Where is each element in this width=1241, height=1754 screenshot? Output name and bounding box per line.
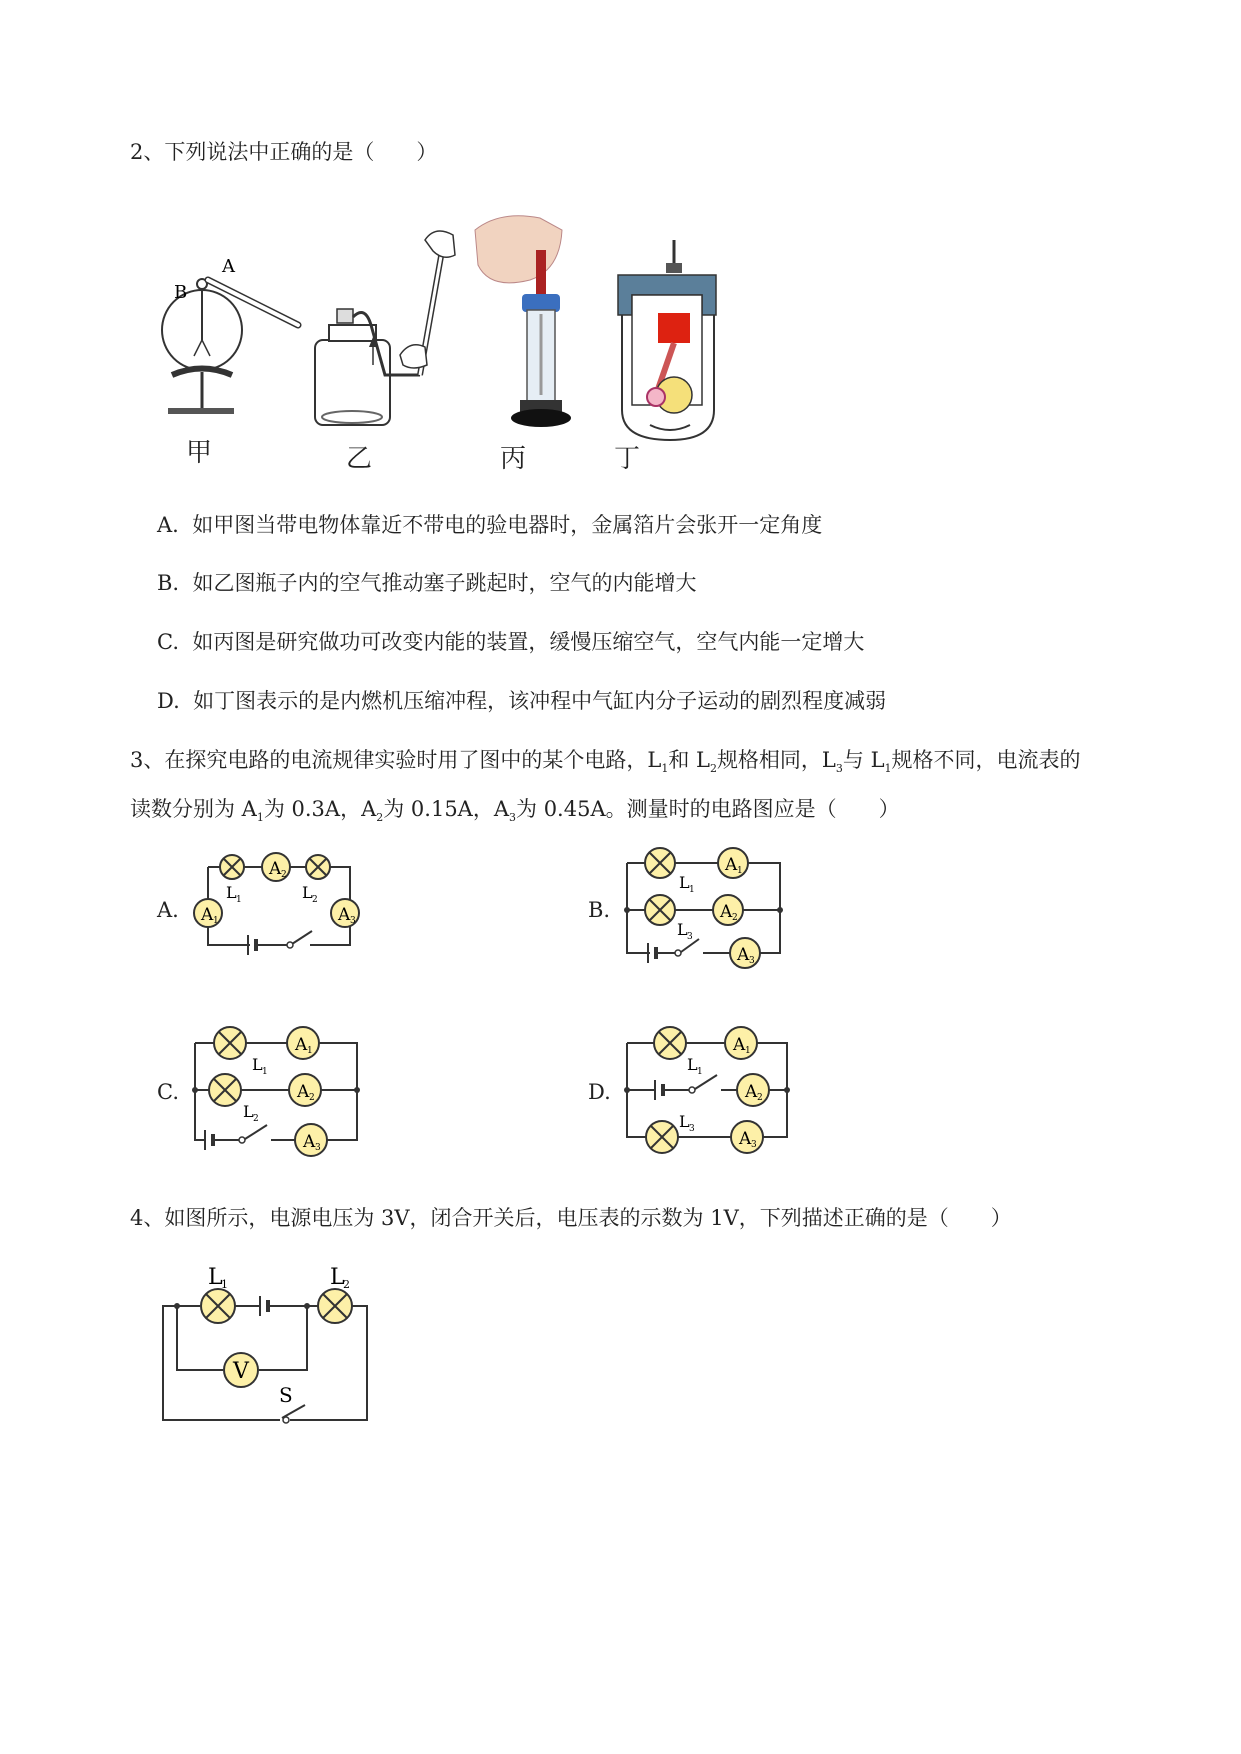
svg-text:3: 3: [687, 932, 693, 942]
svg-text:A: A: [725, 855, 738, 875]
svg-text:1: 1: [737, 866, 743, 876]
q2-option-d[interactable]: [157, 686, 886, 716]
text: 和 L: [668, 748, 710, 772]
svg-text:1: 1: [689, 885, 695, 895]
option-text: 如甲图当带电物体靠近不带电的验电器时，金属箔片会张开一定角度: [192, 513, 823, 537]
sub: 2: [709, 762, 717, 776]
svg-text:3: 3: [749, 956, 755, 966]
circuit-a: [190, 845, 370, 970]
q3-option-d[interactable]: D.: [588, 1080, 611, 1104]
label-l1: L: [208, 1265, 223, 1290]
circuit-q4: [155, 1258, 385, 1433]
svg-text:L: L: [687, 1055, 698, 1074]
svg-text:3: 3: [315, 1143, 321, 1153]
caption-jia: 甲: [186, 438, 213, 468]
svg-text:2: 2: [253, 1114, 259, 1124]
caption-ding: 丁: [614, 444, 641, 474]
text: 为 0.15A，A: [383, 797, 510, 822]
q3-stem: [130, 740, 1130, 838]
label-l2: L: [330, 1265, 345, 1290]
svg-text:3: 3: [751, 1140, 757, 1150]
figure-engine: [610, 235, 725, 450]
svg-text:A: A: [201, 905, 214, 925]
figure-air-compressor: [470, 210, 590, 435]
label-voltmeter: V: [233, 1359, 249, 1384]
text: 为 0.45A。测量时的电路图应是（ ）: [516, 797, 900, 822]
svg-text:3: 3: [350, 916, 356, 926]
circuit-c: [185, 1015, 370, 1165]
svg-text:1: 1: [307, 1046, 313, 1056]
caption-bing: 丙: [500, 444, 527, 474]
svg-text:A: A: [720, 902, 733, 922]
caption-yi: 乙: [346, 444, 373, 474]
option-text: 如丁图表示的是内燃机压缩冲程，该冲程中气缸内分子运动的剧烈程度减弱: [193, 689, 887, 713]
svg-text:A: A: [297, 1082, 310, 1102]
option-letter: B.: [157, 571, 180, 595]
sub: 1: [884, 762, 892, 776]
svg-text:A: A: [295, 1035, 308, 1055]
text: 规格相同，L: [716, 748, 836, 772]
circuit-b: [615, 835, 795, 985]
svg-text:L: L: [679, 1112, 690, 1131]
label-a: A: [222, 256, 235, 277]
svg-text:2: 2: [757, 1093, 763, 1103]
q3-stem-line1: [130, 740, 1130, 789]
svg-text:1: 1: [236, 895, 242, 905]
text: 为 0.3A，A: [263, 797, 377, 822]
figure-electroscope: [150, 250, 320, 430]
text: 3、在探究电路的电流规律实验时用了图中的某个电路，L: [130, 748, 662, 772]
svg-text:A: A: [737, 945, 750, 965]
q2-option-a[interactable]: [157, 510, 822, 540]
q2-option-b[interactable]: [157, 568, 696, 598]
svg-text:L: L: [252, 1055, 263, 1074]
svg-text:L: L: [679, 873, 690, 892]
svg-text:A: A: [739, 1129, 752, 1149]
svg-text:L: L: [243, 1102, 254, 1121]
option-text: 如丙图是研究做功可改变内能的装置，缓慢压缩空气，空气内能一定增大: [192, 630, 865, 654]
text: 规格不同，电流表的: [891, 748, 1081, 772]
svg-text:A: A: [745, 1082, 758, 1102]
svg-text:2: 2: [281, 870, 287, 880]
svg-text:L: L: [226, 883, 237, 902]
svg-text:3: 3: [689, 1124, 695, 1134]
label-switch: S: [279, 1383, 293, 1407]
sub: 1: [256, 811, 264, 825]
svg-text:1: 1: [697, 1067, 703, 1077]
sub: 1: [661, 762, 669, 776]
svg-text:1: 1: [262, 1067, 268, 1077]
q2-stem: 2、下列说法中正确的是（ ）: [130, 140, 438, 164]
svg-text:1: 1: [745, 1046, 751, 1056]
q3-stem-line2: [130, 789, 1130, 838]
q2-option-c[interactable]: [157, 627, 864, 657]
label-l2-sub: 2: [343, 1278, 350, 1291]
q4-stem: 4、如图所示，电源电压为 3V，闭合开关后，电压表的示数为 1V，下列描述正确的是（ ）: [130, 1206, 1012, 1230]
sub: 3: [835, 762, 843, 776]
svg-text:A: A: [269, 859, 282, 879]
circuit-d: [615, 1015, 800, 1165]
q3-option-a[interactable]: A.: [157, 898, 179, 922]
option-letter: A.: [157, 513, 179, 537]
text: 与 L: [842, 748, 885, 772]
label-b: B: [174, 282, 188, 303]
sub: 3: [509, 811, 517, 825]
sub: 2: [376, 811, 384, 825]
q3-option-b[interactable]: B.: [588, 898, 611, 922]
svg-text:L: L: [302, 883, 313, 902]
svg-text:A: A: [733, 1035, 746, 1055]
svg-text:1: 1: [213, 916, 219, 926]
option-letter: C.: [157, 630, 179, 654]
svg-text:L: L: [677, 920, 688, 939]
label-l1-sub: 1: [221, 1278, 228, 1291]
text: 读数分别为 A: [130, 797, 257, 822]
option-text: 如乙图瓶子内的空气推动塞子跳起时，空气的内能增大: [192, 571, 697, 595]
svg-text:2: 2: [309, 1093, 315, 1103]
svg-text:2: 2: [732, 913, 738, 923]
figure-bottle-pump: [305, 225, 475, 435]
svg-text:A: A: [338, 905, 351, 925]
q3-option-c[interactable]: C.: [157, 1080, 179, 1104]
option-letter: D.: [157, 689, 180, 713]
svg-text:2: 2: [312, 895, 318, 905]
svg-text:A: A: [303, 1132, 316, 1152]
